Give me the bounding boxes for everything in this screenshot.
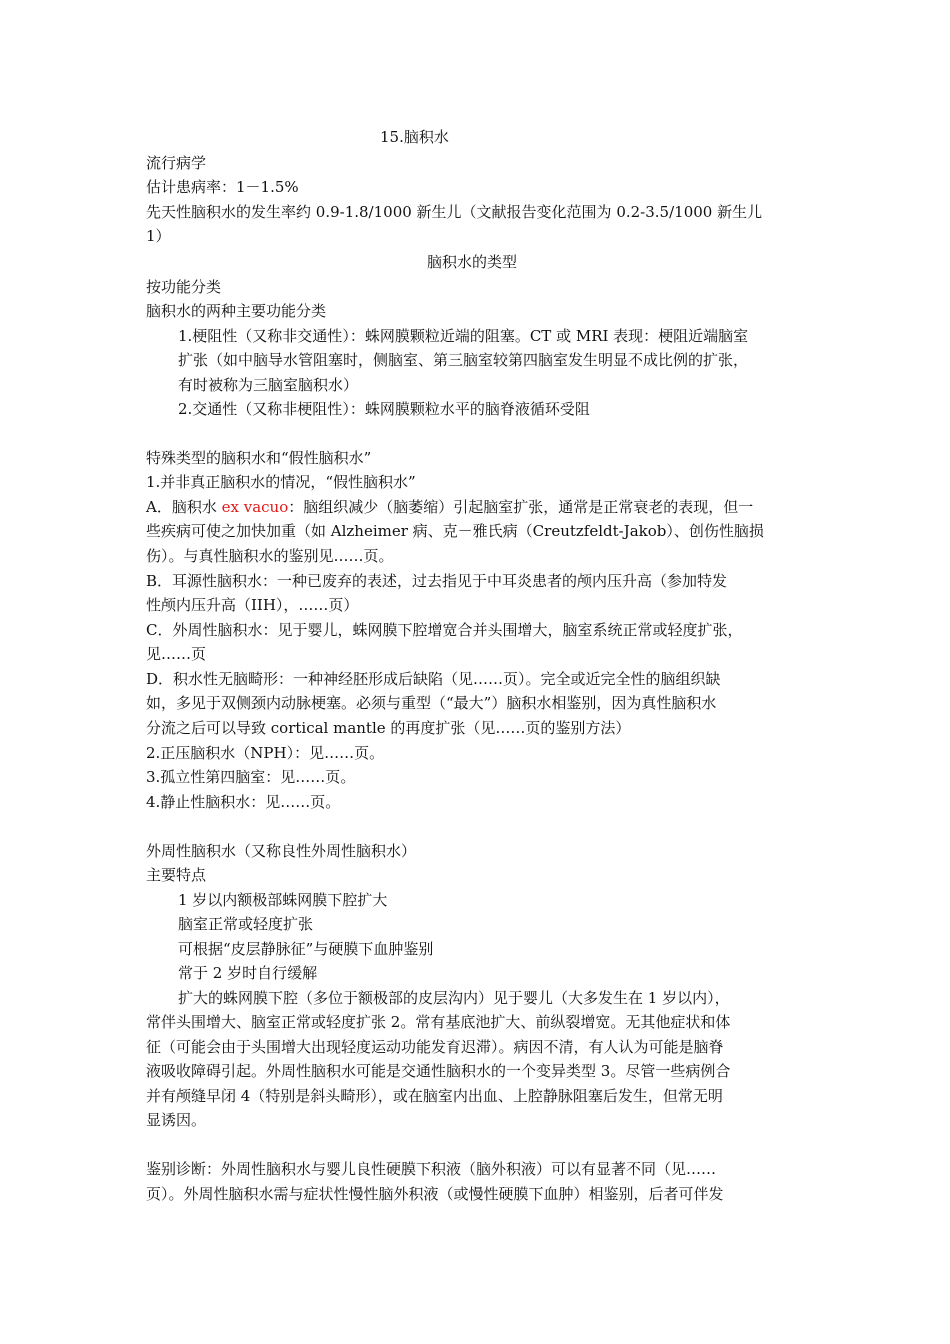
obstructive-line-1: 1.梗阻性（又称非交通性）：蛛网膜颗粒近端的阻塞。CT 或 MRI 表现：梗阻近端脑室 <box>178 327 749 345</box>
epidemiology-heading: 流行病学 <box>146 154 207 172</box>
special-c-line-1: C．外周性脑积水：见于婴儿，蛛网膜下腔增宽合并头围增大，脑室系统正常或轻度扩张， <box>146 621 743 639</box>
special-d-line-1: D．积水性无脑畸形：一种神经胚形成后缺陷（见……页）。完全或近完全性的脑组织缺 <box>146 670 721 688</box>
special-a-line-3: 伤）。与真性脑积水的鉴别见……页。 <box>146 547 394 565</box>
feature-item-3: 可根据“皮层静脉征”与硬膜下血肿鉴别 <box>178 940 434 958</box>
external-para-line-6: 显诱因。 <box>146 1111 207 1129</box>
types-heading: 脑积水的类型 <box>427 253 518 271</box>
special-d-line-3: 分流之后可以导致 cortical mantle 的再度扩张（见……页的鉴别方法） <box>146 719 631 737</box>
external-subheading: 主要特点 <box>146 866 207 884</box>
feature-item-1: 1 岁以内额极部蛛网膜下腔扩大 <box>178 891 388 909</box>
types-subheading-2: 脑积水的两种主要功能分类 <box>146 302 327 320</box>
document-title: 15.脑积水 <box>380 128 449 146</box>
diagnosis-line-2: 页）。外周性脑积水需与症状性慢性脑外积液（或慢性硬膜下血肿）相鉴别，后者可伴发 <box>146 1185 724 1203</box>
external-para-line-1: 扩大的蛛网膜下腔（多位于额极部的皮层沟内）见于婴儿（大多发生在 1 岁以内）， <box>178 989 730 1007</box>
special-item-1: 1.并非真正脑积水的情况，“假性脑积水” <box>146 473 416 491</box>
external-para-line-3: 征（可能会由于头围增大出现轻度运动功能发育迟滞）。病因不清，有人认为可能是脑脊 <box>146 1038 724 1056</box>
obstructive-line-3: 有时被称为三脑室脑积水） <box>178 376 359 394</box>
special-item-2: 2.正压脑积水（NPH）：见……页。 <box>146 744 385 762</box>
special-b-line-1: B．耳源性脑积水：一种已废弃的表述，过去指见于中耳炎患者的颅内压升高（参加特发 <box>146 572 728 590</box>
special-item-4: 4.静止性脑积水：见……页。 <box>146 793 341 811</box>
special-item-3: 3.孤立性第四脑室：见……页。 <box>146 768 356 786</box>
feature-item-4: 常于 2 岁时自行缓解 <box>178 964 318 982</box>
special-a-line-1 <box>146 497 816 517</box>
special-c-line-2: 见……页 <box>146 645 207 663</box>
ex-vacuo-term: ex vacuo <box>221 498 289 516</box>
external-para-line-5: 并有颅缝早闭 4（特别是斜头畸形），或在脑室内出血、上腔静脉阻塞后发生，但常无明 <box>146 1087 723 1105</box>
communicating-line: 2.交通性（又称非梗阻性）：蛛网膜颗粒水平的脑脊液循环受阻 <box>178 400 590 418</box>
external-para-line-2: 常伴头围增大、脑室正常或轻度扩张 2。常有基底池扩大、前纵裂增宽。无其他症状和体 <box>146 1013 731 1031</box>
incidence-line-cont: 1） <box>146 227 171 245</box>
special-heading: 特殊类型的脑积水和“假性脑积水” <box>146 449 372 467</box>
external-para-line-4: 液吸收障碍引起。外周性脑积水可能是交通性脑积水的一个变异类型 3。尽管一些病例合 <box>146 1062 731 1080</box>
feature-item-2: 脑室正常或轻度扩张 <box>178 915 314 933</box>
special-a-suffix: ：脑组织减少（脑萎缩）引起脑室扩张，通常是正常衰老的表现，但一 <box>288 498 754 516</box>
types-subheading: 按功能分类 <box>146 278 222 296</box>
special-a-prefix: A．脑积水 <box>146 498 222 516</box>
obstructive-line-2: 扩张（如中脑导水管阻塞时，侧脑室、第三脑室较第四脑室发生明显不成比例的扩张， <box>178 351 749 369</box>
special-a-line-2: 些疾病可使之加快加重（如 Alzheimer 病、克－雅氏病（Creutzfeldt-Jakob）、创伤性脑损 <box>146 522 764 540</box>
external-heading: 外周性脑积水（又称良性外周性脑积水） <box>146 842 417 860</box>
special-d-line-2: 如，多见于双侧颈内动脉梗塞。必须与重型（“最大”）脑积水相鉴别，因为真性脑积水 <box>146 694 717 712</box>
diagnosis-line-1: 鉴别诊断：外周性脑积水与婴儿良性硬膜下积液（脑外积液）可以有显著不同（见…… <box>146 1160 717 1178</box>
incidence-line: 先天性脑积水的发生率约 0.9-1.8/1000 新生儿（文献报告变化范围为 0.2-3.5/1000 新生儿 <box>146 203 763 221</box>
special-b-line-2: 性颅内压升高（IIH），……页） <box>146 596 359 614</box>
prevalence-line: 估计患病率：1－1.5% <box>146 178 299 196</box>
